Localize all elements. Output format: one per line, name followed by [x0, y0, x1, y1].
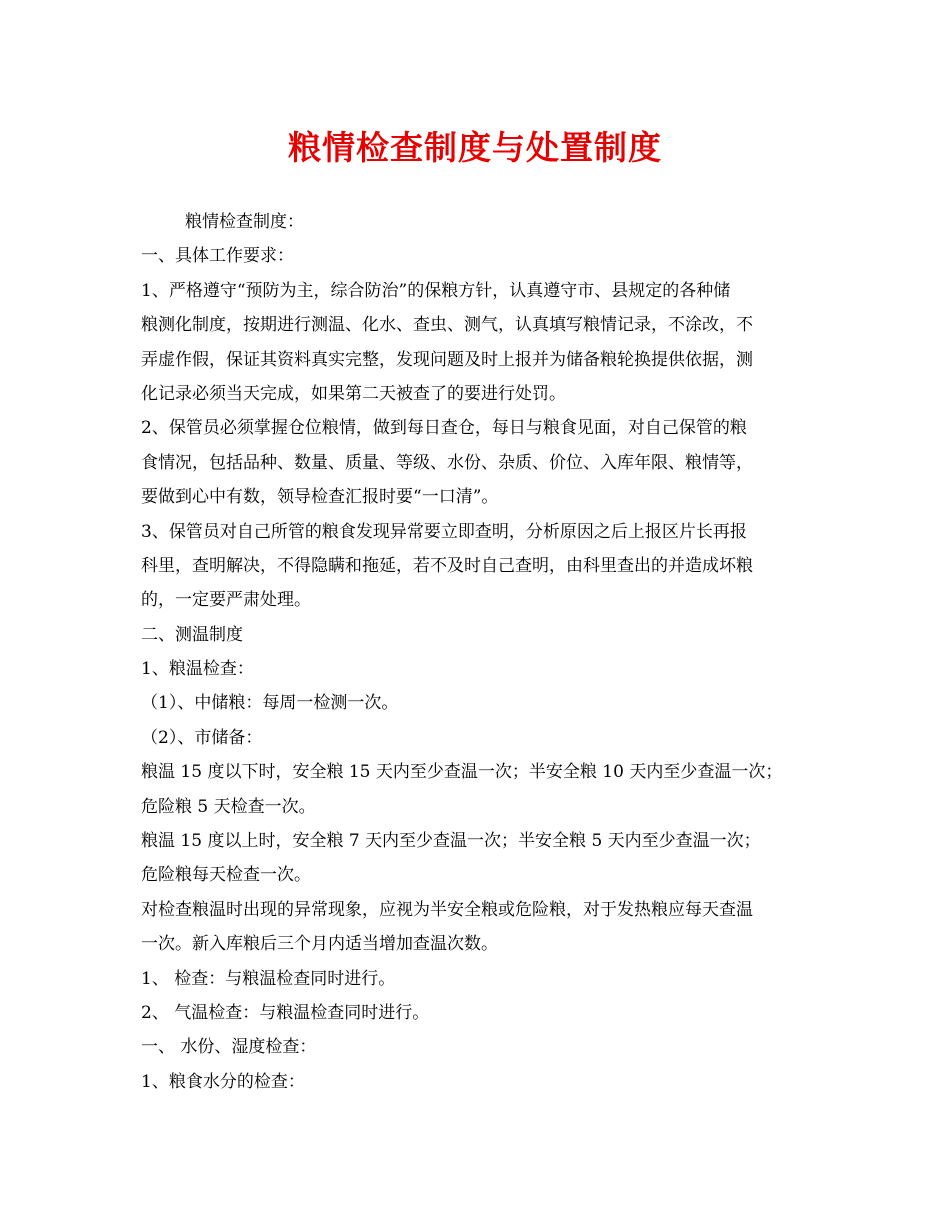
paragraph-line: （2）、市储备：: [141, 727, 263, 748]
document-title: 粮情检查制度与处置制度: [288, 128, 662, 167]
paragraph-line: 3、保管员对自己所管的粮食发现异常要立即查明，分析原因之后上报区片长再报: [141, 521, 747, 542]
paragraph-line: 弄虚作假，保证其资料真实完整，发现问题及时上报并为储备粮轮换提供依据，测: [141, 349, 753, 370]
paragraph-line: 要做到心中有数，领导检查汇报时要“一口清”。: [141, 487, 499, 508]
paragraph-line: 粮温 15 度以下时，安全粮 15 天内至少查温一次；半安全粮 10 天内至少查温一次；: [141, 762, 783, 783]
paragraph-line: 1、粮温检查：: [141, 659, 254, 680]
paragraph-line: 粮测化制度，按期进行测温、化水、查虫、测气，认真填写粮情记录，不涂改，不: [141, 315, 753, 336]
paragraph-line: 1、粮食水分的检查：: [141, 1071, 305, 1092]
section-heading: 一、具体工作要求：: [141, 246, 294, 267]
paragraph-line: 危险粮 5 天检查一次。: [141, 796, 316, 817]
paragraph-line: 粮温 15 度以上时，安全粮 7 天内至少查温一次；半安全粮 5 天内至少查温一次；: [141, 831, 761, 852]
paragraph-line: 1、严格遵守“预防为主，综合防治”的保粮方针，认真遵守市、县规定的各种储: [141, 280, 731, 301]
paragraph-line: 粮情检查制度：: [185, 212, 304, 232]
paragraph-line: 1、 检查：与粮温检查同时进行。: [141, 968, 396, 989]
paragraph-line: 化记录必须当天完成，如果第二天被查了的要进行处罚。: [141, 383, 566, 404]
paragraph-line: 对检查粮温时出现的异常现象，应视为半安全粮或危险粮，对于发热粮应每天查温: [141, 899, 753, 920]
paragraph-line: 2、保管员必须掌握仓位粮情，做到每日查仓，每日与粮食见面，对自己保管的粮: [141, 418, 747, 439]
section-heading: 一、 水份、湿度检查：: [141, 1037, 317, 1058]
paragraph-line: 2、 气温检查：与粮温检查同时进行。: [141, 1002, 430, 1023]
document-body: [141, 205, 821, 1099]
paragraph-line: 一次。新入库粮后三个月内适当增加查温次数。: [141, 934, 498, 955]
paragraph-line: 科里，查明解决，不得隐瞒和拖延，若不及时自己查明，由科里查出的并造成坏粮: [141, 555, 753, 576]
paragraph-line: 的，一定要严肃处理。: [141, 590, 311, 611]
paragraph-line: （1）、中储粮：每周一检测一次。: [141, 693, 399, 714]
section-heading: 二、测温制度: [141, 624, 243, 645]
paragraph-line: 食情况，包括品种、数量、质量、等级、水份、杂质、价位、入库年限、粮情等，: [141, 452, 753, 473]
paragraph-line: 危险粮每天检查一次。: [141, 865, 311, 886]
